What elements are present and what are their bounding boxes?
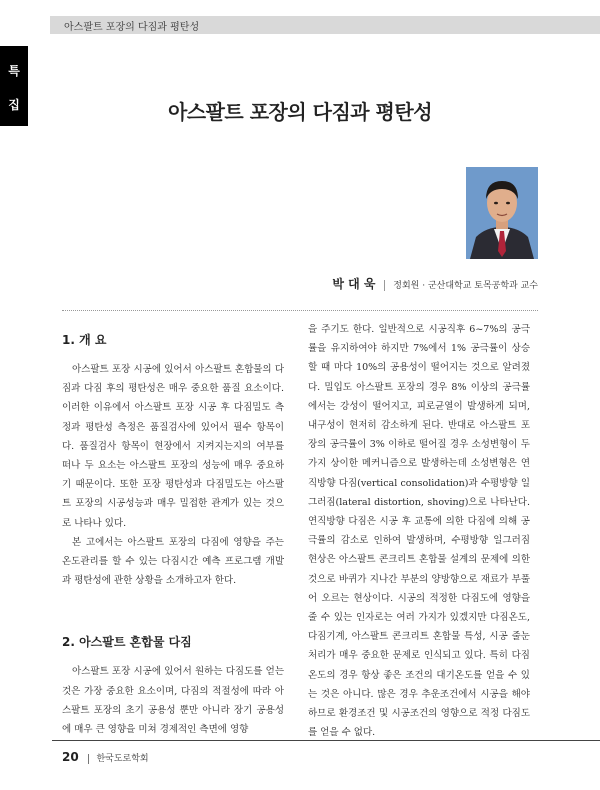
running-header-bar bbox=[50, 16, 600, 34]
section-1-heading: 1. 개 요 bbox=[62, 333, 107, 347]
left-column bbox=[62, 320, 284, 739]
section-2-paragraph-1: 아스팔트 포장 시공에 있어서 원하는 다짐도를 얻는 것은 가장 중요한 요소이며, 다짐의 적절성에 따라 아스팔트 포장의 초기 공용성 뿐만 아니라 장기 공용성에 매우 큰 영향을 미쳐 경제적인 측면에 영향 bbox=[62, 666, 284, 736]
section-spacer bbox=[62, 590, 284, 622]
section-1-paragraph-2: 본 고에서는 아스팔트 포장의 다짐에 영향을 주는 온도관리를 할 수 있는 다짐시간 예측 프로그램 개발과 평탄성에 관한 상황을 소개하고자 한다. bbox=[62, 536, 284, 587]
section-2-continuation: 을 주기도 한다. 일반적으로 시공직후 6~7%의 공극률을 유지하여야 하지만 7%에서 1% 공극률이 상승할 때 마다 10%의 공용성이 떨어지는 것으로 알려졌다. 밀입도 아스팔트 포장의 경우 8% 이상의 공극률에서는 강성이 떨어지고, 피로균열이 발생하게 되며, 내구성이 현저히 감소하게 된다. 반대로 아스팔트 포장의 공극률이 3% 이하로 떨어질 경우 소성변형이 두 가지 상이한 메커니즘으로 발생하는데 소성변형은 연직방향 다짐(vertical consolidation)과 수평방향 일그러짐(lateral distortion, shoving)으로 나타난다. 연직방향 다짐은 시공 후 교통에 의한 다짐에 의해 공극률의 감소로 인하여 발생하며, 수평방향 일그러짐 현상은 아스팔트 콘크리트 혼합물 설계의 문제에 의한 것으로 바퀴가 지나간 부분의 양방향으로 재료가 부풀어 오르는 현상이다. 시공의 적정한 다짐도에 영향을 줄 수 있는 인자로는 여러 가지가 있겠지만 다짐온도, 다짐기계, 아스팔트 콘크리트 혼합물 특성, 시공 줄눈 처리가 매우 중요한 문제로 인식되고 있다. 특히 다짐온도의 경우 항상 좋은 조건의 대기온도를 얻을 수 있는 것은 아니다. 많은 경우 추운조건에서 시공을 해야 하므로 환경조건 및 시공조건의 영향으로 적정 다짐도를 얻을 수 없다. bbox=[308, 324, 530, 739]
section-1-paragraph-1: 아스팔트 포장 시공에 있어서 아스팔트 혼합물의 다짐과 다짐 후의 평탄성은 매우 중요한 품질 요소이다. 이러한 이유에서 아스팔트 포장 시공 후 다짐밀도 측정과 평탄성 측정은 품질검사에 있어서 필수 항목이다. 품질검사 항목이 현장에서 지켜지는지의 여부를 떠나 두 요소는 아스팔트 포장의 성능에 매우 중요하기 때문이다. 또한 포장 평탄성과 다짐밀도는 아스팔트 포장의 시공성능과 매우 밀접한 관계가 있는 것으로 나타나 있다. bbox=[62, 364, 284, 529]
right-column bbox=[308, 320, 530, 742]
author-name: 박 대 욱 bbox=[332, 277, 376, 291]
author-portrait-icon bbox=[466, 167, 538, 259]
author-line bbox=[332, 275, 538, 292]
side-tab-char-1: 특 bbox=[8, 64, 20, 78]
running-header-title: 아스팔트 포장의 다짐과 평탄성 bbox=[64, 22, 200, 33]
author-affiliation: 정회원 · 군산대학교 토목공학과 교수 bbox=[393, 281, 538, 291]
section-2-heading: 2. 아스팔트 혼합물 다짐 bbox=[62, 635, 192, 650]
footer-separator bbox=[88, 754, 89, 764]
author-photo bbox=[466, 167, 538, 259]
side-tab-char-2: 집 bbox=[8, 98, 20, 112]
article-title: 아스팔트 포장의 다짐과 평탄성 bbox=[167, 100, 433, 124]
author-separator bbox=[384, 280, 385, 291]
publisher-name: 한국도로학회 bbox=[96, 754, 149, 764]
footer-rule bbox=[52, 740, 600, 741]
dotted-divider bbox=[62, 310, 538, 311]
page-footer bbox=[62, 750, 149, 764]
page-number: 20 bbox=[62, 750, 79, 764]
